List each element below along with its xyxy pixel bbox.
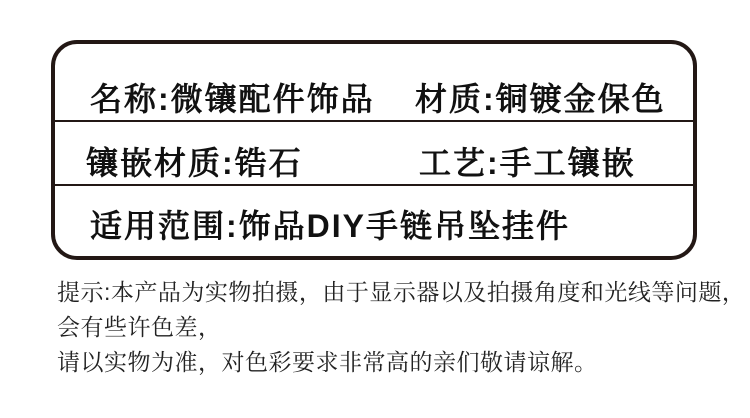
notice-line-2: 会有些许色差， (57, 314, 222, 340)
spec-inlay-material: 镶嵌材质:锆石 (86, 145, 303, 181)
notice-text (57, 279, 746, 386)
notice-line-1: 提示:本产品为实物拍摄，由于显示器以及拍摄角度和光线等问题， (57, 279, 746, 305)
table-row (55, 122, 693, 186)
table-row (55, 186, 693, 256)
spec-material: 材质:铜镀金保色 (415, 81, 666, 117)
spec-craft: 工艺:手工镶嵌 (419, 145, 636, 181)
table-row (55, 44, 693, 122)
notice-line-3: 请以实物为准，对色彩要求非常高的亲们敬请谅解。 (57, 349, 598, 375)
spec-table (51, 40, 697, 260)
spec-name: 名称:微镶配件饰品 (90, 81, 375, 117)
spec-scope: 适用范围:饰品DIY手链吊坠挂件 (90, 208, 571, 244)
